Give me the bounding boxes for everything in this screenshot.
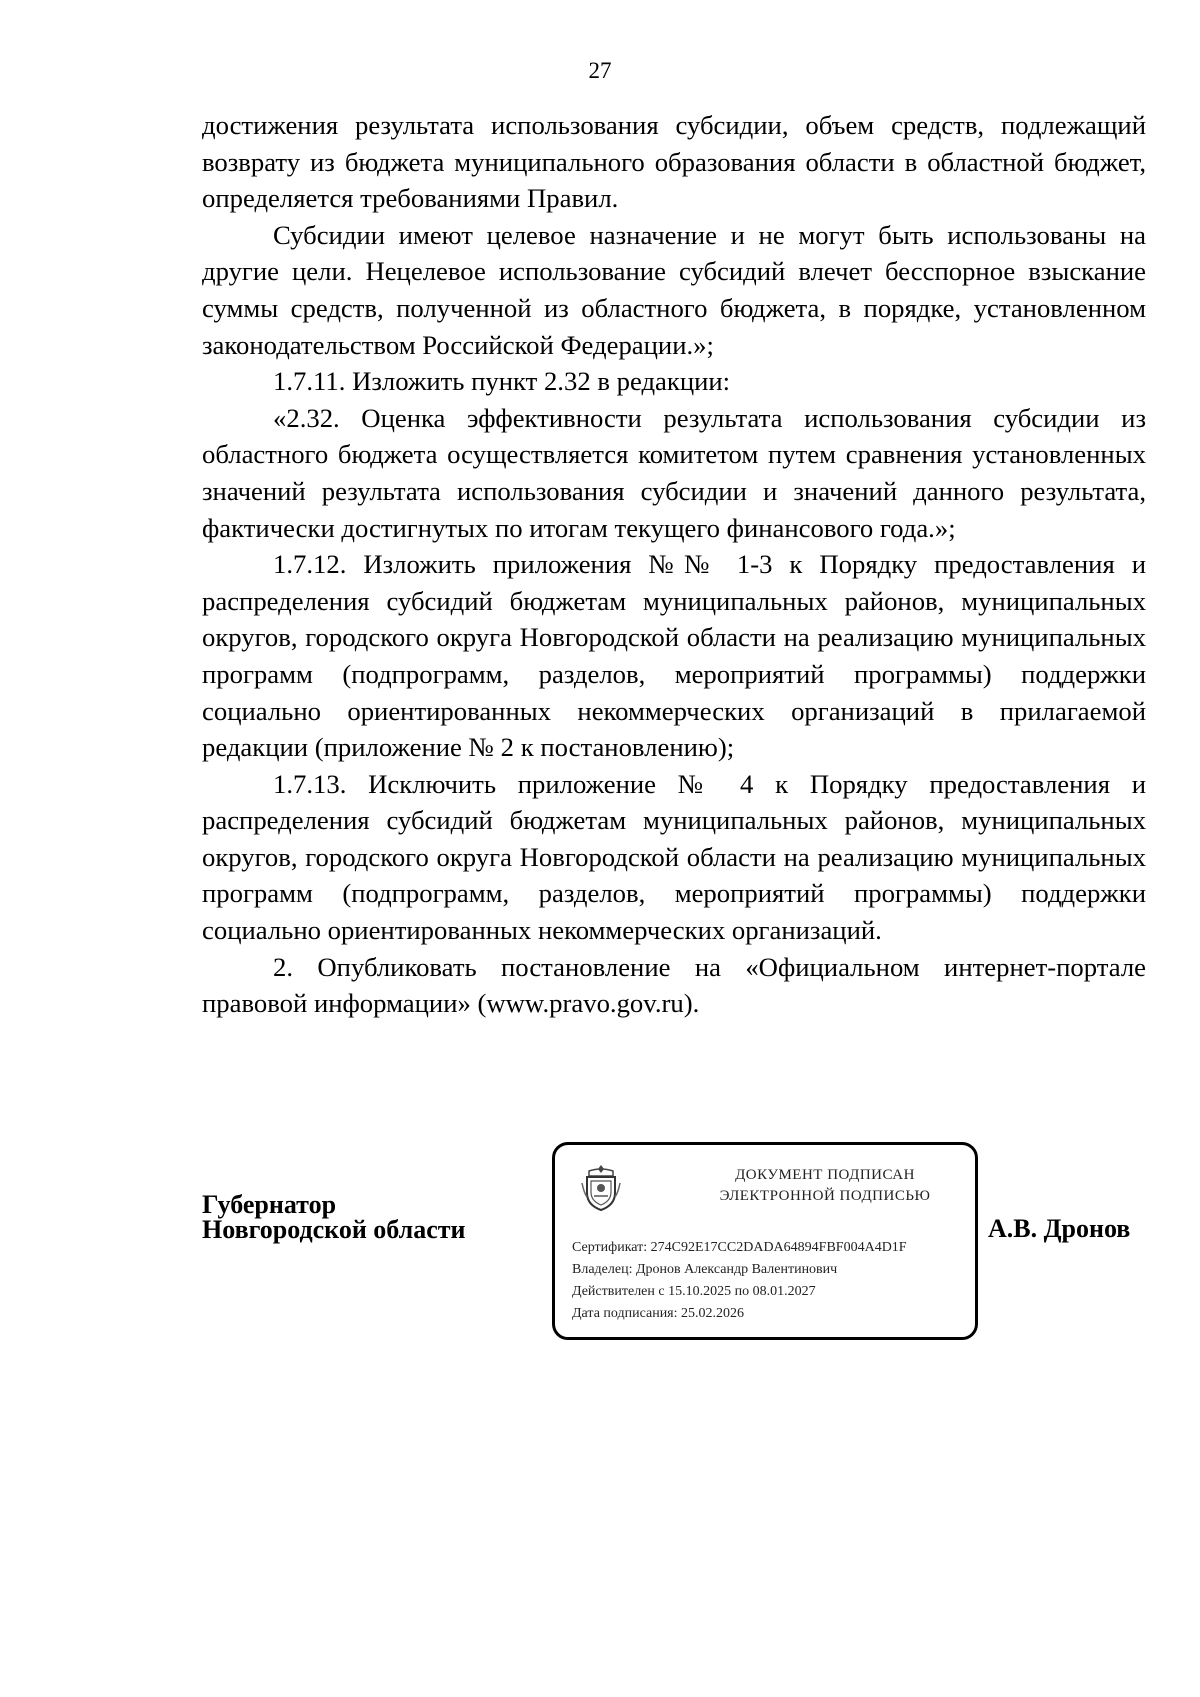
page-number: 27 <box>588 58 612 83</box>
stamp-details <box>572 1237 972 1325</box>
paragraph-5: 1.7.12. Изложить приложения №№ 1-3 к Порядку предоставления и распределения субсидий бюджетам муниципальных районов, муниципальных округов, городского округа Новгородской области на реализацию муниципальных программ (подпрограмм, разделов, мероприятий программы) поддержки социально ориентированных некоммерческих организаций в прилагаемой редакции (приложение № 2 к постановлению); <box>202 549 1146 763</box>
stamp-header-line1: ДОКУМЕНТ ПОДПИСАН <box>735 1167 915 1183</box>
paragraph-4: «2.32. Оценка эффективности результата использования субсидии из областного бюджета осуществляется комитетом путем сравнения установленных значений результата использования субсидии и значений данного результата, фактически достигнутых по итогам текущего финансового года.»; <box>202 402 1146 543</box>
stamp-header-line2: ЭЛЕКТРОННОЙ ПОДПИСЬЮ <box>719 1188 931 1204</box>
paragraph-7: 2. Опубликовать постановление на «Официальном интернет-портале правовой информации» (www.pravo.gov.ru). <box>202 951 1146 1019</box>
document-body <box>202 107 1146 1022</box>
stamp-validity: Действителен с 15.10.2025 по 08.01.2027 <box>572 1284 816 1299</box>
paragraph-3: 1.7.11. Изложить пункт 2.32 в редакции: <box>273 366 731 397</box>
stamp-signing-date: Дата подписания: 25.02.2026 <box>572 1306 745 1321</box>
stamp-owner: Владелец: Дронов Александр Валентинович <box>572 1262 838 1277</box>
electronic-signature-stamp <box>552 1142 978 1340</box>
signatory-name: А.В. Дронов <box>988 1214 1131 1243</box>
paragraph-6: 1.7.13. Исключить приложение № 4 к Порядку предоставления и распределения субсидий бюджетам муниципальных районов, муниципальных округов, городского округа Новгородской области на реализацию муниципальных программ (подпрограмм, разделов, мероприятий программы) поддержки социально ориентированных некоммерческих организаций. <box>202 768 1146 946</box>
signatory-title-line2: Новгородской области <box>202 1215 466 1244</box>
stamp-certificate: Сертификат: 274C92E17CC2DADA64894FBF004A4D1F <box>572 1240 907 1255</box>
signatory-title <box>202 1192 466 1242</box>
paragraph-1: достижения результата использования субсидии, объем средств, подлежащий возврату из бюджета муниципального образования области в областной бюджет, определяется требованиями Правил. <box>202 110 1146 214</box>
signatory-title-line1: Губернатор <box>202 1190 337 1219</box>
paragraph-2: Субсидии имеют целевое назначение и не могут быть использованы на другие цели. Нецелевое использование субсидий влечет бесспорное взыскание суммы средств, полученной из областного бюджета, в порядке, установленном законодательством Российской Федерации.»; <box>202 219 1146 360</box>
coat-of-arms-icon <box>580 1163 622 1213</box>
stamp-header <box>675 1165 975 1207</box>
